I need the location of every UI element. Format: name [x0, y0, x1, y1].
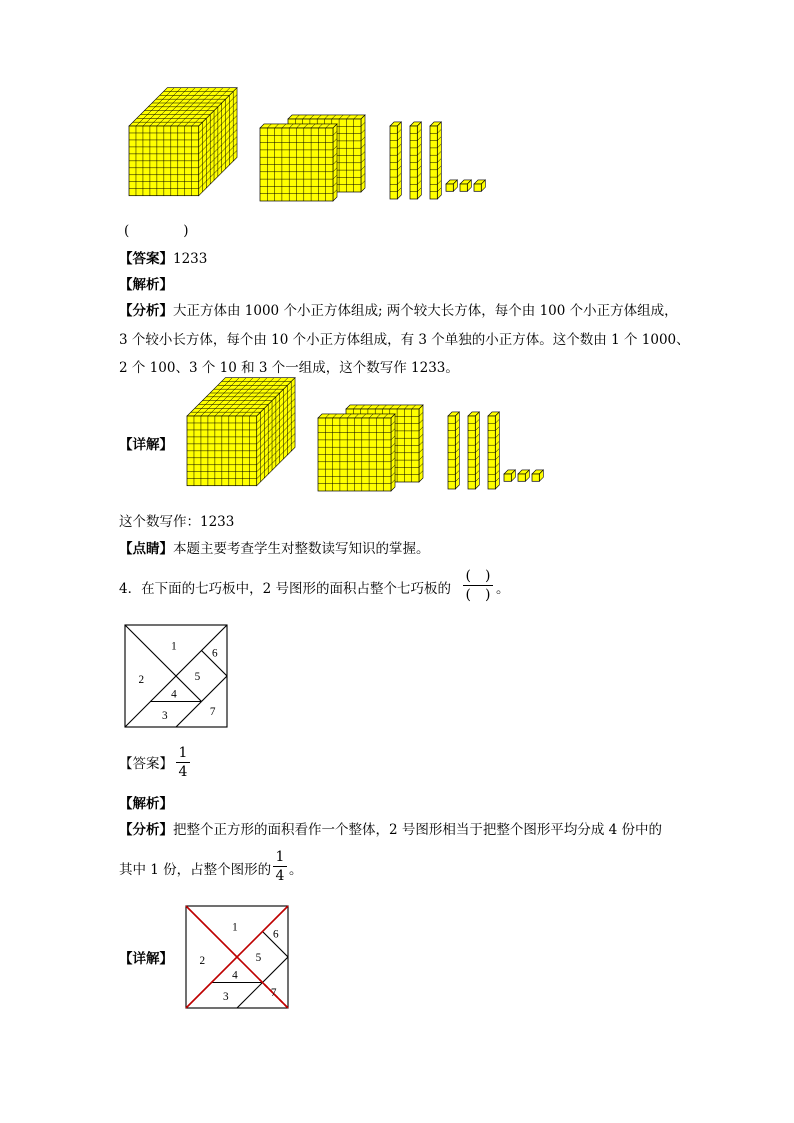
ten-rod-2	[468, 412, 479, 489]
q4-blank-fraction	[463, 568, 493, 603]
answer-value: 1233	[173, 251, 208, 267]
fenxi-line-3: 2 个 100、3 个 10 和 3 个一组成，这个数写作 1233。	[119, 360, 459, 376]
q4-fenxi-line-2: 其中 1 份，占整个图形的	[119, 862, 272, 878]
dianjing-tag: 【点睛】	[119, 541, 173, 557]
dianjing-text: 本题主要考查学生对整数读写知识的掌握。	[173, 541, 430, 557]
tangram-figure	[125, 625, 227, 727]
thousand-cube	[187, 378, 295, 486]
q4-fenxi-denominator: 4	[275, 868, 285, 884]
ten-rod-2	[410, 122, 421, 199]
unit-cube-2	[518, 470, 529, 481]
unit-cube-1	[446, 180, 457, 191]
tangram-label-7: 7	[209, 705, 216, 718]
q4-fenxi-numerator: 1	[275, 849, 285, 865]
q4-blank-denominator: ( )	[465, 587, 491, 603]
tangram-figure-detail	[186, 906, 288, 1008]
answer-tag: 【答案】	[119, 251, 173, 267]
base-ten-blocks-detail	[186, 394, 556, 504]
fenxi-line-1	[119, 302, 678, 320]
q4-fenxi-fraction	[273, 849, 287, 884]
unit-cube-3	[532, 470, 543, 481]
fenxi-tag: 【分析】	[119, 303, 173, 319]
q4-question: 4．在下面的七巧板中，2 号图形的面积占整个七巧板的	[119, 581, 451, 597]
tangram-label-2: 2	[138, 674, 145, 687]
thousand-cube	[129, 88, 237, 196]
ten-rod-1	[448, 412, 459, 489]
detail-tag: 【详解】	[119, 437, 173, 453]
fenxi-line-2: 3 个较小长方体，每个由 10 个小正方体组成，有 3 个单独的小正方体。这个数由 1 个 1000、	[119, 332, 690, 348]
tangram-label-4: 4	[171, 688, 177, 701]
tangram-label-3: 3	[222, 990, 229, 1003]
unit-cube-2	[460, 180, 471, 191]
tangram-label-5: 5	[194, 671, 201, 684]
q4-answer-fraction	[176, 745, 190, 780]
hundred-flat-front	[318, 414, 395, 491]
fenxi-text-1: 大正方体由 1000 个小正方体组成; 两个较大长方体，每个由 100 个小正方体组成，	[173, 303, 678, 319]
unit-cube-1	[504, 470, 515, 481]
q4-detail-tag: 【详解】	[119, 951, 173, 967]
q4-fenxi-tag: 【分析】	[119, 822, 173, 838]
ten-rod-1	[390, 122, 401, 199]
q4-answer-numerator: 1	[178, 745, 188, 761]
tangram-label-3: 3	[161, 709, 168, 722]
analysis-title: 【解析】	[119, 277, 173, 293]
ten-rod-3	[488, 412, 499, 489]
q4-blank-numerator: ( )	[465, 568, 491, 584]
tangram-label-7: 7	[270, 986, 277, 999]
q4-fenxi-line-1	[119, 821, 662, 839]
hundred-flat-front	[260, 124, 337, 201]
q4-answer-tag: 【答案】	[119, 756, 173, 772]
answer-blank: ( )	[124, 223, 189, 239]
tangram-label-5: 5	[255, 952, 262, 965]
tangram-label-4: 4	[232, 969, 238, 982]
tangram-label-6: 6	[211, 647, 218, 660]
q4-fenxi-text-1: 把整个正方形的面积看作一个整体，2 号图形相当于把整个图形平均分成 4 份中的	[173, 822, 663, 838]
written-number: 这个数写作：1233	[119, 514, 235, 530]
unit-cube-3	[474, 180, 485, 191]
q4-period-2: 。	[289, 862, 303, 878]
answer-line	[119, 250, 207, 268]
q4-answer-denominator: 4	[178, 764, 188, 780]
q4-analysis-title: 【解析】	[119, 796, 173, 812]
dianjing-line	[119, 540, 430, 558]
tangram-label-6: 6	[272, 928, 279, 941]
tangram-label-2: 2	[199, 955, 206, 968]
tangram-label-1: 1	[171, 640, 177, 653]
ten-rod-3	[430, 122, 441, 199]
base-ten-blocks-top	[128, 104, 498, 214]
q4-period: 。	[496, 581, 510, 597]
tangram-label-1: 1	[232, 921, 238, 934]
